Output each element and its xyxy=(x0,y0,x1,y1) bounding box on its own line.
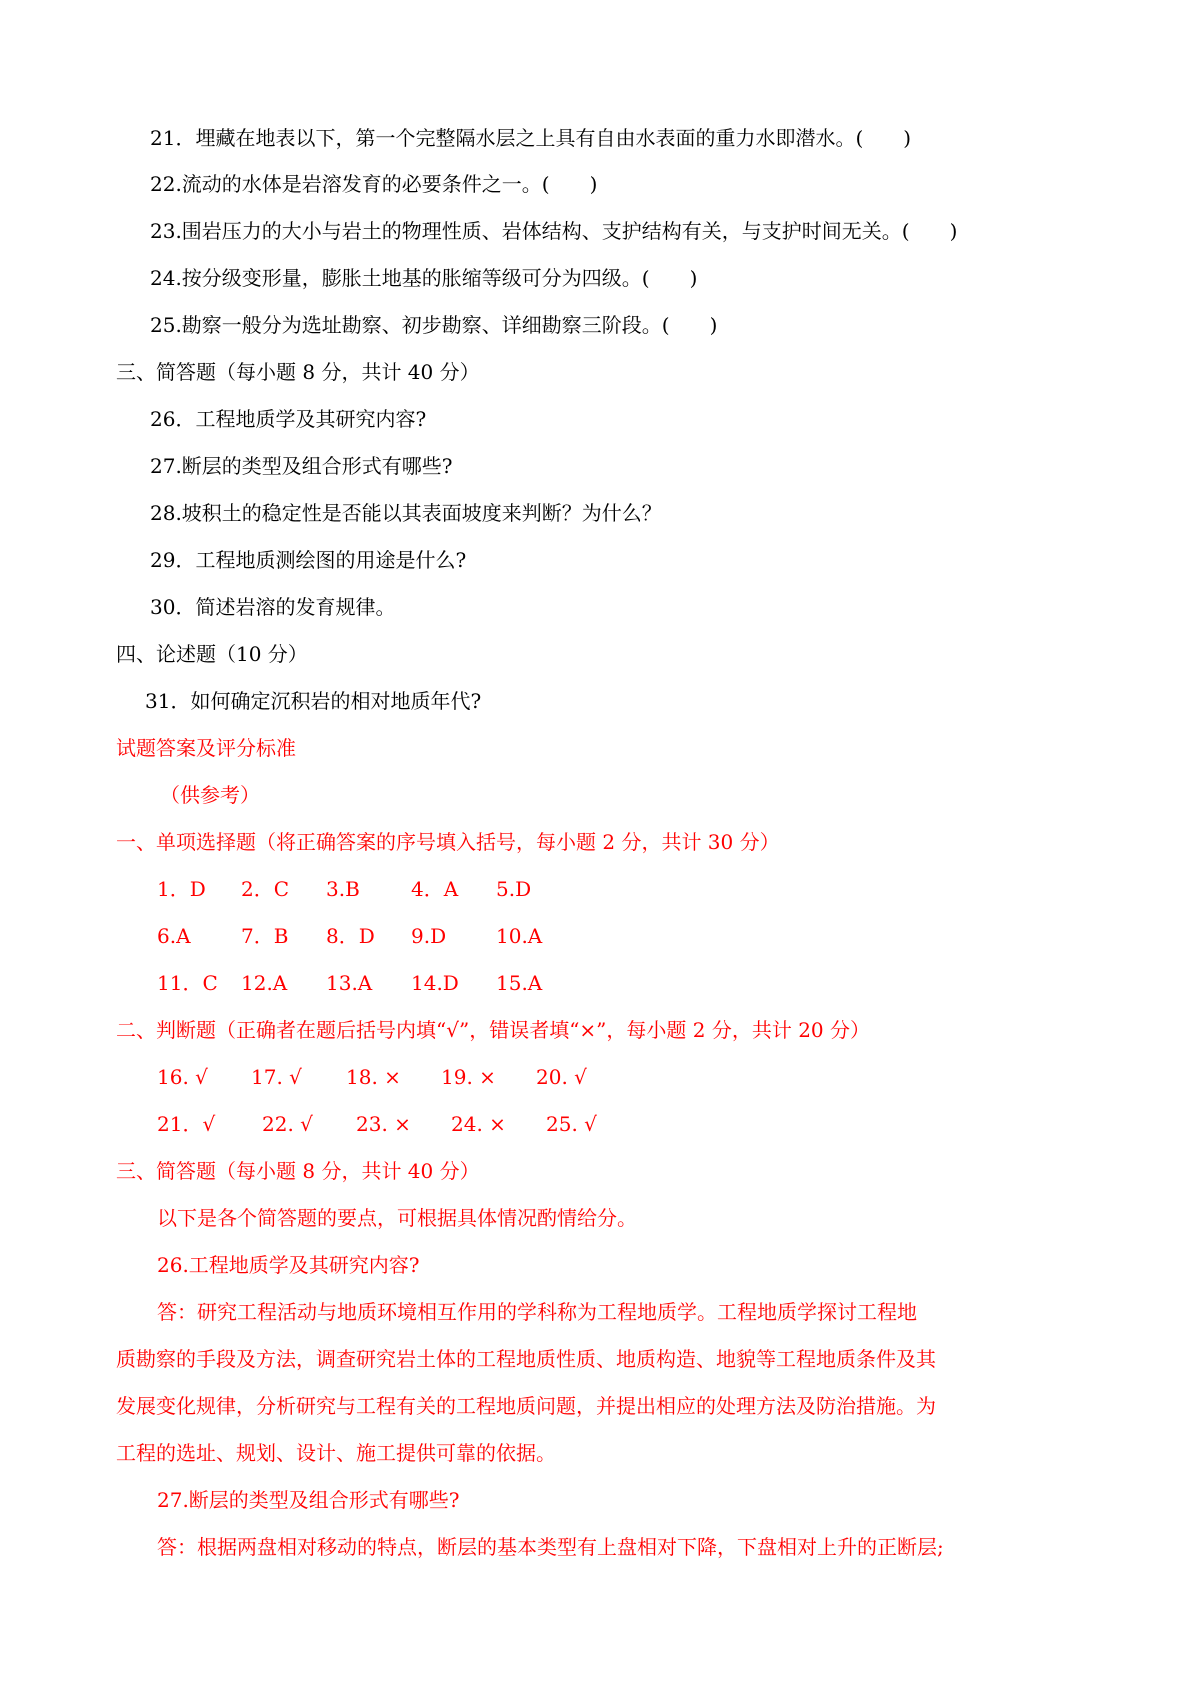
tf-answer: 23. × xyxy=(356,1112,411,1136)
tf-answers-row xyxy=(0,1063,1191,1091)
answer-26-line: 质勘察的手段及方法，调查研究岩土体的工程地质性质、地质构造、地貌等工程地质条件及其 xyxy=(116,1347,936,1371)
sa-answers-heading: 三、简答题（每小题 8 分，共计 40 分） xyxy=(116,1159,480,1183)
tf-answer: 18. × xyxy=(346,1065,401,1089)
tf-answer: 24. × xyxy=(451,1112,506,1136)
mc-answer: 2．C xyxy=(241,877,290,901)
short-answer-question-26: 26．工程地质学及其研究内容? xyxy=(150,407,427,431)
tf-answer: 16. √ xyxy=(157,1065,208,1089)
mc-answer: 4．A xyxy=(411,877,459,901)
mc-answer: 12.A xyxy=(241,971,288,995)
answer-26-line: 发展变化规律，分析研究与工程有关的工程地质问题，并提出相应的处理方法及防治措施。为 xyxy=(116,1394,936,1418)
tf-question-24: 24.按分级变形量，膨胀土地基的胀缩等级可分为四级。( ) xyxy=(150,266,698,290)
tf-answer: 21．√ xyxy=(157,1112,216,1136)
mc-answers-row xyxy=(0,969,1191,997)
tf-answer: 22. √ xyxy=(262,1112,313,1136)
mc-answer: 13.A xyxy=(326,971,373,995)
section-4-heading: 四、论述题（10 分） xyxy=(116,642,308,666)
tf-answer: 25. √ xyxy=(546,1112,597,1136)
short-answer-question-28: 28.坡积土的稳定性是否能以其表面坡度来判断？为什么？ xyxy=(150,501,662,525)
answer-27-line: 答：根据两盘相对移动的特点，断层的基本类型有上盘相对下降，下盘相对上升的正断层; xyxy=(157,1535,944,1559)
mc-answer: 14.D xyxy=(411,971,459,995)
mc-answers-row xyxy=(0,875,1191,903)
tf-answer: 20. √ xyxy=(536,1065,587,1089)
mc-answer: 1．D xyxy=(157,877,206,901)
mc-answer: 3.B xyxy=(326,877,360,901)
answers-subtitle: （供参考） xyxy=(160,783,260,807)
tf-answers-heading: 二、判断题（正确者在题后括号内填“√”，错误者填“×”，每小题 2 分，共计 20 分） xyxy=(116,1018,871,1042)
mc-answer: 8．D xyxy=(326,924,375,948)
tf-answer: 19. × xyxy=(441,1065,496,1089)
mc-answer: 15.A xyxy=(496,971,543,995)
tf-question-21: 21．埋藏在地表以下，第一个完整隔水层之上具有自由水表面的重力水即潜水。( ) xyxy=(150,126,912,150)
answers-title: 试题答案及评分标准 xyxy=(116,736,296,760)
answer-26-line: 工程的选址、规划、设计、施工提供可靠的依据。 xyxy=(116,1441,556,1465)
tf-question-23: 23.围岩压力的大小与岩土的物理性质、岩体结构、支护结构有关，与支护时间无关。( ) xyxy=(150,219,958,243)
short-answer-question-27: 27.断层的类型及组合形式有哪些? xyxy=(150,454,453,478)
tf-question-25: 25.勘察一般分为选址勘察、初步勘察、详细勘察三阶段。( ) xyxy=(150,313,718,337)
sa-answers-note: 以下是各个简答题的要点，可根据具体情况酌情给分。 xyxy=(157,1206,637,1230)
short-answer-question-30: 30．简述岩溶的发育规律。 xyxy=(150,595,396,619)
section-3-heading: 三、简答题（每小题 8 分，共计 40 分） xyxy=(116,360,480,384)
mc-answers-heading: 一、单项选择题（将正确答案的序号填入括号，每小题 2 分，共计 30 分） xyxy=(116,830,780,854)
mc-answer: 6.A xyxy=(157,924,191,948)
tf-answers-row xyxy=(0,1110,1191,1138)
mc-answer: 7．B xyxy=(241,924,289,948)
mc-answer: 9.D xyxy=(411,924,447,948)
answer-26-line: 答：研究工程活动与地质环境相互作用的学科称为工程地质学。工程地质学探讨工程地 xyxy=(157,1300,917,1324)
mc-answers-row xyxy=(0,922,1191,950)
answer-question-27: 27.断层的类型及组合形式有哪些? xyxy=(157,1488,460,1512)
tf-answer: 17. √ xyxy=(251,1065,302,1089)
essay-question-31: 31．如何确定沉积岩的相对地质年代? xyxy=(145,689,482,713)
mc-answer: 5.D xyxy=(496,877,532,901)
short-answer-question-29: 29．工程地质测绘图的用途是什么? xyxy=(150,548,467,572)
mc-answer: 11．C xyxy=(157,971,218,995)
mc-answer: 10.A xyxy=(496,924,543,948)
tf-question-22: 22.流动的水体是岩溶发育的必要条件之一。( ) xyxy=(150,172,598,196)
answer-question-26: 26.工程地质学及其研究内容? xyxy=(157,1253,420,1277)
